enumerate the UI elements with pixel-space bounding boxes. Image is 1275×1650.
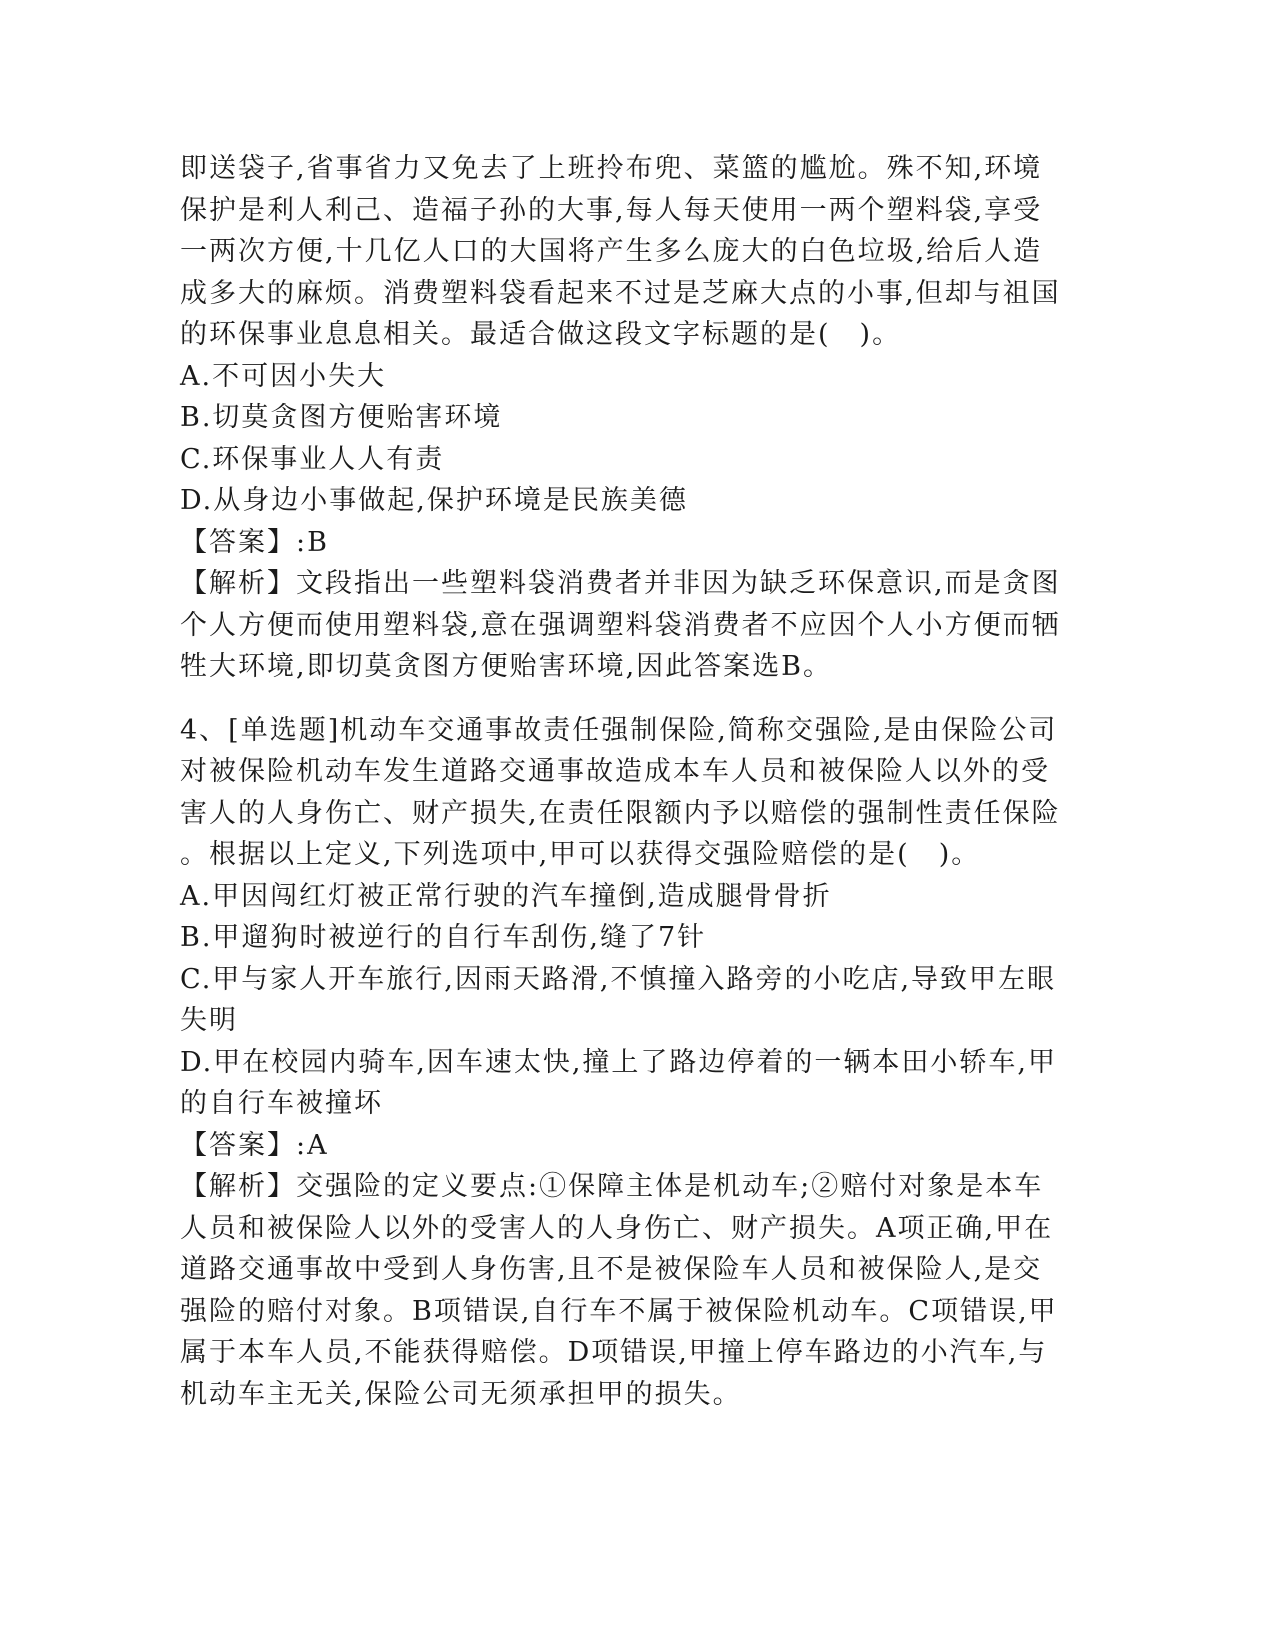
question-3-stem-line: 保护是利人利己、造福子孙的大事,每人每天使用一两个塑料袋,享受 xyxy=(180,194,1043,226)
question-4-option-c: C.甲与家人开车旅行,因雨天路滑,不慎撞入路旁的小吃店,导致甲左眼 xyxy=(180,963,1057,995)
question-4-option-c-continued: 失明 xyxy=(180,1005,238,1036)
question-4-stem-line: 。根据以上定义,下列选项中,甲可以获得交强险赔偿的是( )。 xyxy=(180,839,981,870)
question-3-stem-line: 成多大的麻烦。消费塑料袋看起来不过是芝麻大点的小事,但却与祖国 xyxy=(180,277,1061,309)
question-4-stem-line: 4、[单选题]机动车交通事故责任强制保险,简称交强险,是由保险公司 xyxy=(180,714,1058,746)
question-4-analysis-line: 道路交通事故中受到人身伤害,且不是被保险车人员和被保险人,是交 xyxy=(180,1254,1043,1285)
question-4-analysis-line: 人员和被保险人以外的受害人的人身伤亡、财产损失。A项正确,甲在 xyxy=(180,1212,1054,1244)
question-3-analysis-line: 【解析】文段指出一些塑料袋消费者并非因为缺乏环保意识,而是贪图 xyxy=(180,568,1061,599)
question-3-stem-line: 一两次方便,十几亿人口的大国将产生多么庞大的白色垃圾,给后人造 xyxy=(180,236,1043,267)
question-3-option-a: A.不可因小失大 xyxy=(180,360,387,392)
question-4-option-a: A.甲因闯红灯被正常行驶的汽车撞倒,造成腿骨骨折 xyxy=(180,880,832,912)
question-3-option-b: B.切莫贪图方便贻害环境 xyxy=(180,402,503,433)
question-4-option-b: B.甲遛狗时被逆行的自行车刮伤,缝了7针 xyxy=(180,922,707,953)
question-4-answer: 【答案】:A xyxy=(180,1129,329,1161)
question-3-option-d: D.从身边小事做起,保护环境是民族美德 xyxy=(180,485,688,516)
question-3-analysis-line: 牲大环境,即切莫贪图方便贻害环境,因此答案选B。 xyxy=(180,651,833,682)
question-4-analysis-line: 强险的赔付对象。B项错误,自行车不属于被保险机动车。C项错误,甲 xyxy=(180,1295,1058,1327)
question-3-answer: 【答案】:B xyxy=(180,526,329,558)
question-4-option-d: D.甲在校园内骑车,因车速太快,撞上了路边停着的一辆本田小轿车,甲 xyxy=(180,1046,1058,1078)
question-4-analysis-line: 机动车主无关,保险公司无须承担甲的损失。 xyxy=(180,1378,742,1410)
question-3-stem-line: 的环保事业息息相关。最适合做这段文字标题的是( )。 xyxy=(180,319,902,350)
question-4-stem-line: 害人的人身伤亡、财产损失,在责任限额内予以赔偿的强制性责任保险 xyxy=(180,797,1061,829)
question-4-block xyxy=(180,710,1080,1416)
question-4-option-d-continued: 的自行车被撞坏 xyxy=(180,1088,383,1119)
question-4-analysis-line: 属于本车人员,不能获得赔偿。D项错误,甲撞上停车路边的小汽车,与 xyxy=(180,1337,1048,1368)
question-3-block xyxy=(180,148,1080,688)
question-gap xyxy=(180,688,1080,710)
question-3-analysis-line: 个人方便而使用塑料袋,意在强调塑料袋消费者不应因个人小方便而牺 xyxy=(180,609,1061,641)
question-4-analysis-line: 【解析】交强险的定义要点:①保障主体是机动车;②赔付对象是本车 xyxy=(180,1171,1044,1202)
question-3-stem-line: 即送袋子,省事省力又免去了上班拎布兜、菜篮的尴尬。殊不知,环境 xyxy=(180,153,1043,184)
document-page xyxy=(180,148,1080,1415)
question-3-option-c: C.环保事业人人有责 xyxy=(180,443,445,475)
question-4-stem-line: 对被保险机动车发生道路交通事故造成本车人员和被保险人以外的受 xyxy=(180,756,1050,787)
